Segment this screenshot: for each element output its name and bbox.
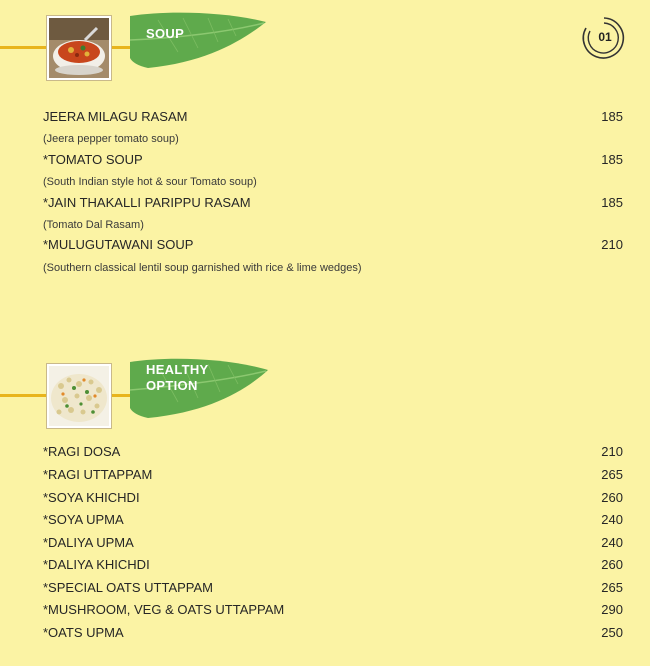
healthy-thumbnail	[47, 364, 111, 428]
item-price: 260	[601, 557, 623, 572]
item-name: *DALIYA UPMA	[43, 535, 134, 550]
menu-item	[43, 556, 623, 574]
item-name: JEERA MILAGU RASAM	[43, 109, 188, 124]
item-description: (South Indian style hot & sour Tomato soup)	[43, 176, 257, 188]
item-price: 210	[601, 237, 623, 252]
item-name: *MULUGUTAWANI SOUP	[43, 237, 194, 252]
menu-item	[43, 624, 623, 642]
item-price: 290	[601, 602, 623, 617]
item-price: 265	[601, 580, 623, 595]
item-name: *RAGI DOSA	[43, 444, 121, 459]
item-price: 210	[601, 444, 623, 459]
menu-item	[43, 489, 623, 507]
soup-section-header	[0, 0, 650, 80]
item-description: (Tomato Dal Rasam)	[43, 219, 144, 231]
menu-item	[43, 579, 623, 597]
menu-item	[43, 151, 623, 169]
item-name: *SOYA UPMA	[43, 512, 124, 527]
item-price: 185	[601, 152, 623, 167]
soup-section-title: SOUP	[146, 26, 185, 41]
item-price: 240	[601, 535, 623, 550]
menu-item	[43, 511, 623, 529]
soup-thumbnail	[47, 16, 111, 80]
item-name: *JAIN THAKALLI PARIPPU RASAM	[43, 195, 251, 210]
item-price: 185	[601, 109, 623, 124]
item-price: 250	[601, 625, 623, 640]
menu-item	[43, 466, 623, 484]
item-description: (Southern classical lentil soup garnished with rice & lime wedges)	[43, 262, 362, 274]
menu-item	[43, 236, 623, 254]
upma-photo-icon	[49, 366, 109, 426]
menu-item	[43, 194, 623, 212]
item-price: 240	[601, 512, 623, 527]
item-name: *MUSHROOM, VEG & OATS UTTAPPAM	[43, 602, 285, 617]
soup-bowl-photo-icon	[49, 18, 109, 78]
item-name: *SOYA KHICHDI	[43, 490, 140, 505]
item-description: (Jeera pepper tomato soup)	[43, 133, 179, 145]
item-name: *TOMATO SOUP	[43, 152, 143, 167]
healthy-section-title-line2: OPTION	[146, 378, 198, 393]
healthy-section-title-line1: HEALTHY	[146, 362, 209, 377]
menu-item	[43, 443, 623, 461]
menu-item	[43, 534, 623, 552]
item-name: *DALIYA KHICHDI	[43, 557, 150, 572]
item-price: 265	[601, 467, 623, 482]
item-price: 185	[601, 195, 623, 210]
healthy-section-header	[0, 352, 650, 432]
page-number: 01	[598, 30, 612, 44]
item-name: *SPECIAL OATS UTTAPPAM	[43, 580, 213, 595]
menu-item	[43, 601, 623, 619]
item-name: *RAGI UTTAPPAM	[43, 467, 153, 482]
item-name: *OATS UPMA	[43, 625, 124, 640]
menu-item	[43, 108, 623, 126]
item-price: 260	[601, 490, 623, 505]
